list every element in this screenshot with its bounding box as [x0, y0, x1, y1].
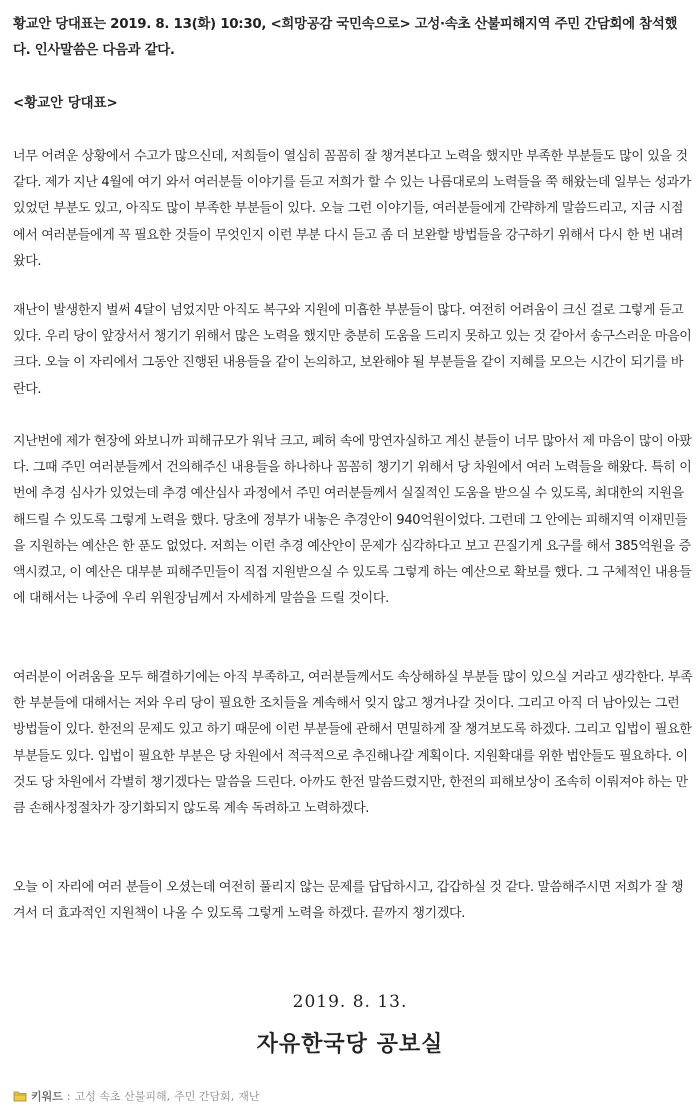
keywords-bar — [13, 1086, 260, 1106]
speaker-heading: <황교안 당대표> — [13, 96, 118, 111]
intro-text: 황교안 당대표는 2019. 8. 13(화) 10:30, <희망공감 국민속으로> 고성·속초 산불피해지역 주민 간담회에 참석했다. 인사말씀은 다음과 같다. — [13, 17, 678, 58]
paragraph-1: 너무 어려운 상황에서 수고가 많으신데, 저희들이 열심히 꼼꼼히 잘 챙겨본다고 노력을 했지만 부족한 부분들도 많이 있을 것 같다. 제가 지난 4월에 여기 와서 여러분들 이야기를 듣고 저희가 할 수 있는 나름대로의 노력들을 쭉 해왔는데 일부는 성과가 있었던 부분도 있고, 아직도 많이 부족한 부분들이 있다. 오늘 그런 이야기들, 여러분들에게 간략하게 말씀드리고, 지금 시점에서 여러분들에게 꼭 필요한 것들이 무엇인지 이런 부분 다시 듣고 좀 더 보완할 방법들을 강구하기 위해서 다시 한 번 내려왔다. — [13, 149, 691, 269]
folder-icon — [13, 1089, 27, 1103]
keyword-link-3[interactable]: 재난 — [238, 1090, 260, 1103]
keywords-separator: : — [66, 1089, 71, 1103]
keyword-comma: , — [166, 1089, 171, 1103]
release-date: 2019. 8. 13. — [292, 992, 408, 1012]
paragraph-5: 오늘 이 자리에 여러 분들이 오셨는데 여전히 풀리지 않는 문제를 답답하시고, 갑갑하실 것 같다. 말씀해주시면 저희가 잘 챙겨서 더 효과적인 지원책이 나올 수 있도록 그렇게 노력을 하겠다. 끝까지 챙기겠다. — [13, 880, 684, 922]
paragraph-4: 여러분이 어려움을 모두 해결하기에는 아직 부족하고, 여러분들께서도 속상해하실 부분들 많이 있으실 거라고 생각한다. 부족한 부분들에 대해서는 저와 우리 당이 필요한 조치들을 계속해서 잊지 않고 챙겨나갈 것이다. 그리고 아직 더 남아있는 그런 방법들이 있다. 한전의 문제도 있고 하기 때문에 이런 부분들에 관해서 면밀하게 잘 챙겨보도록 하겠다. 그리고 입법이 필요한 부분들도 있다. 입법이 필요한 부분은 당 차원에서 적극적으로 추진해나갈 계획이다. 지원확대를 위한 법안들도 필요하다. 이것도 당 차원에서 각별히 챙기겠다는 말씀을 드린다. 아까도 한전 말씀드렸지만, 한전의 피해보상이 조속히 이뤄져야 하는 만큼 손해사정절차가 장기화되지 않도록 계속 독려하고 노력하겠다. — [13, 670, 693, 817]
keyword-comma: , — [230, 1089, 235, 1103]
paragraph-3: 지난번에 제가 현장에 와보니까 피해규모가 워낙 크고, 폐허 속에 망연자실하고 계신 분들이 너무 많아서 제 마음이 많이 아팠다. 그때 주민 여러분들께서 건의해주신 내용들을 하나하나 꼼꼼히 챙기기 위해서 당 차원에서 여러 노력들을 해왔다. 특히 이번에 추경 심사가 있었는데 추경 예산심사 과정에서 주민 여러분들께서 실질적인 도움을 받으실 수 있도록, 최대한의 지원을 해드릴 수 있도록 그렇게 노력을 했다. 당초에 정부가 내놓은 추경안이 940억원이었다. 그런데 그 안에는 피해지역 이재민들을 지원하는 예산은 한 푼도 없었다. 저희는 이런 추경 예산안이 문제가 심각하다고 보고 끈질기게 요구를 해서 385억원을 증액시켰고, 이 예산은 대부분 피해주민들이 직접 지원받으실 수 있도록 그렇게 하는 예산으로 확보를 했다. 그 구체적인 내용들에 대해서는 나중에 우리 위원장님께서 자세하게 말씀을 드릴 것이다. — [13, 434, 692, 607]
keywords-label: 키워드 — [31, 1090, 63, 1103]
keyword-link-1[interactable]: 고성 속초 산불피해 — [74, 1090, 167, 1103]
keyword-link-2[interactable]: 주민 간담회 — [174, 1090, 231, 1103]
paragraph-2: 재난이 발생한지 벌써 4달이 넘었지만 아직도 복구와 지원에 미흡한 부분들이 많다. 여전히 어려움이 크신 걸로 그렇게 듣고 있다. 우리 당이 앞장서서 챙기기 위해서 많은 노력을 했지만 충분히 도움을 드리지 못하고 있는 것 같아서 송구스러운 마음이 크다. 오늘 이 자리에서 그동안 진행된 내용들을 같이 논의하고, 보완해야 될 부분들을 같이 지혜를 모으는 시간이 되기를 바란다. — [13, 303, 692, 397]
organization-name: 자유한국당 공보실 — [256, 1032, 444, 1057]
